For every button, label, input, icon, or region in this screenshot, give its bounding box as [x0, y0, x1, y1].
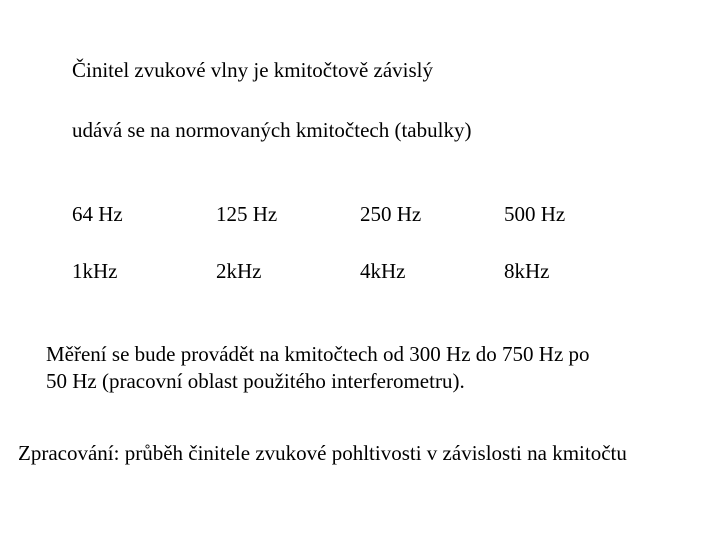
- measurement-paragraph: [46, 341, 696, 395]
- frequency-value: 2kHz: [216, 259, 262, 283]
- subheading-normalized-frequencies: udává se na normovaných kmitočtech (tabulky): [72, 118, 472, 142]
- measurement-line: Měření se bude provádět na kmitočtech od 300 Hz do 750 Hz po: [46, 342, 590, 366]
- frequency-value: 1kHz: [72, 259, 118, 283]
- frequency-value: 125 Hz: [216, 202, 278, 226]
- measurement-line: 50 Hz (pracovní oblast použitého interferometru).: [46, 369, 465, 393]
- frequency-value: 250 Hz: [360, 202, 422, 226]
- frequency-value: 4kHz: [360, 259, 406, 283]
- frequency-row-1: [72, 201, 652, 227]
- processing-paragraph: Zpracování: průběh činitele zvukové pohltivosti v závislosti na kmitočtu: [18, 441, 627, 465]
- heading-sound-wave-factor: Činitel zvukové vlny je kmitočtově závislý: [72, 58, 434, 82]
- frequency-value: 8kHz: [504, 259, 550, 283]
- frequency-value: 500 Hz: [504, 202, 566, 226]
- frequency-row-2: [72, 258, 652, 284]
- frequency-value: 64 Hz: [72, 202, 123, 226]
